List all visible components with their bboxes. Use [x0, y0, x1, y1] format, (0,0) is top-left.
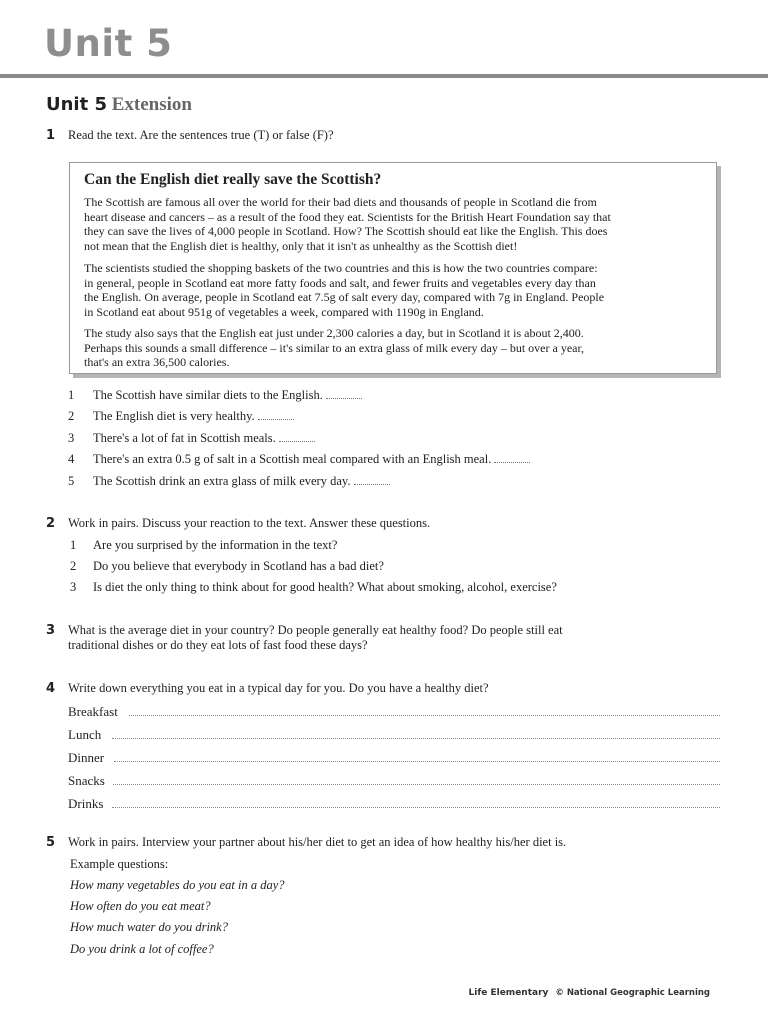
exercise-3-line-1: What is the average diet in your country? Do people generally eat healthy food? Do people still eat: [68, 623, 563, 637]
item-number: 5: [68, 474, 75, 488]
tf-item: [93, 452, 530, 467]
tf-item-text: There's a lot of fat in Scottish meals.: [93, 431, 276, 445]
header-rule: [0, 74, 768, 78]
item-number: 4: [68, 452, 75, 466]
tf-item-text: The Scottish drink an extra glass of milk every day.: [93, 474, 351, 488]
article-line: in Scotland eat about 951g of vegetables a week, compared with 1190g in England.: [84, 304, 484, 319]
unit-header: Unit 5: [44, 22, 173, 65]
answer-blank[interactable]: [354, 474, 390, 485]
tf-item: [93, 409, 294, 424]
dinner-write-line[interactable]: [114, 760, 720, 762]
example-question: How many vegetables do you eat in a day?: [70, 878, 285, 892]
tf-item: [93, 431, 315, 446]
meal-label-dinner: Dinner: [68, 750, 105, 765]
answer-blank[interactable]: [326, 388, 362, 399]
exercise-3-number: 3: [46, 623, 56, 638]
article-line: The Scottish are famous all over the world for their bad diets and thousands of people in Scotland die from: [84, 195, 597, 209]
article-paragraph-1: [84, 195, 700, 253]
example-question: Do you drink a lot of coffee?: [70, 942, 214, 956]
article-line: The study also says that the English eat just under 2,300 calories a day, but in Scotland it is about 2,400.: [84, 326, 584, 340]
article-line: they can save the lives of 4,000 people in Scotland. How? The Scottish should eat like the English. This does: [84, 224, 608, 238]
article-line: The scientists studied the shopping baskets of the two countries and this is how the two countries compare:: [84, 261, 598, 275]
tf-item-text: There's an extra 0.5 g of salt in a Scottish meal compared with an English meal.: [93, 452, 492, 466]
discussion-question: Are you surprised by the information in the text?: [93, 538, 338, 552]
exercise-4-number: 4: [46, 681, 56, 696]
item-number: 1: [68, 388, 75, 402]
footer-copyright: © National Geographic Learning: [555, 988, 710, 998]
meal-label-breakfast: Breakfast: [68, 704, 118, 719]
item-number: 3: [68, 431, 75, 445]
drinks-write-line[interactable]: [112, 806, 720, 808]
exercise-5-instruction: Work in pairs. Interview your partner about his/her diet to get an idea of how healthy his/her diet is.: [68, 835, 567, 849]
article-line: the English. On average, people in Scotland eat 7.5g of salt every day, compared with 7g in England. People: [84, 290, 605, 304]
article-line: not mean that the English diet is healthy, only that it isn't as unhealthy as the Scottish diet!: [84, 238, 518, 253]
snacks-write-line[interactable]: [113, 783, 720, 785]
tf-item: [93, 388, 362, 403]
section-unit: Unit 5: [46, 94, 107, 115]
discussion-question: Do you believe that everybody in Scotland has a bad diet?: [93, 559, 384, 573]
item-number: 2: [68, 409, 75, 423]
article-box: [69, 162, 717, 374]
example-question: How much water do you drink?: [70, 920, 228, 934]
answer-blank[interactable]: [258, 409, 294, 420]
example-label: Example questions:: [70, 857, 169, 871]
article-line: Perhaps this sounds a small difference – it's similar to an extra glass of milk every day – but over a year,: [84, 340, 584, 355]
exercise-3-line-2: traditional dishes or do they eat lots of fast food these days?: [68, 638, 368, 652]
article-paragraph-3: [84, 326, 700, 370]
meal-label-snacks: Snacks: [68, 773, 105, 788]
footer-brand: Life Elementary: [468, 988, 549, 998]
answer-blank[interactable]: [279, 431, 315, 442]
exercise-1-number: 1: [46, 128, 56, 143]
article-line: that's an extra 36,500 calories.: [84, 355, 230, 369]
discussion-question: Is diet the only thing to think about for good health? What about smoking, alcohol, exercise?: [93, 580, 557, 594]
item-number: 3: [70, 580, 77, 594]
breakfast-write-line[interactable]: [129, 714, 720, 716]
exercise-2-instruction: Work in pairs. Discuss your reaction to the text. Answer these questions.: [68, 516, 431, 530]
exercise-4-instruction: Write down everything you eat in a typical day for you. Do you have a healthy diet?: [68, 681, 489, 695]
exercise-2-number: 2: [46, 516, 56, 531]
tf-item-text: The English diet is very healthy.: [93, 409, 255, 423]
meal-label-lunch: Lunch: [68, 727, 102, 742]
tf-item: [93, 474, 390, 489]
tf-item-text: The Scottish have similar diets to the English.: [93, 388, 323, 402]
article-paragraph-2: [84, 261, 700, 319]
answer-blank[interactable]: [494, 452, 530, 463]
section-title: [46, 94, 192, 116]
example-question: How often do you eat meat?: [70, 899, 211, 913]
meal-label-drinks: Drinks: [68, 796, 104, 811]
section-name: Extension: [111, 94, 192, 115]
item-number: 2: [70, 559, 77, 573]
exercise-1-instruction: Read the text. Are the sentences true (T) or false (F)?: [68, 128, 334, 142]
article-title: Can the English diet really save the Scottish?: [84, 171, 382, 188]
item-number: 1: [70, 538, 77, 552]
article-line: heart disease and cancers – as a result of the food they eat. Scientists for the British Heart Foundation say that: [84, 209, 611, 224]
article-line: in general, people in Scotland eat more fatty foods and salt, and fewer fruits and vegetables every day than: [84, 275, 596, 290]
lunch-write-line[interactable]: [112, 737, 720, 739]
exercise-5-number: 5: [46, 835, 56, 850]
footer: [469, 988, 711, 998]
